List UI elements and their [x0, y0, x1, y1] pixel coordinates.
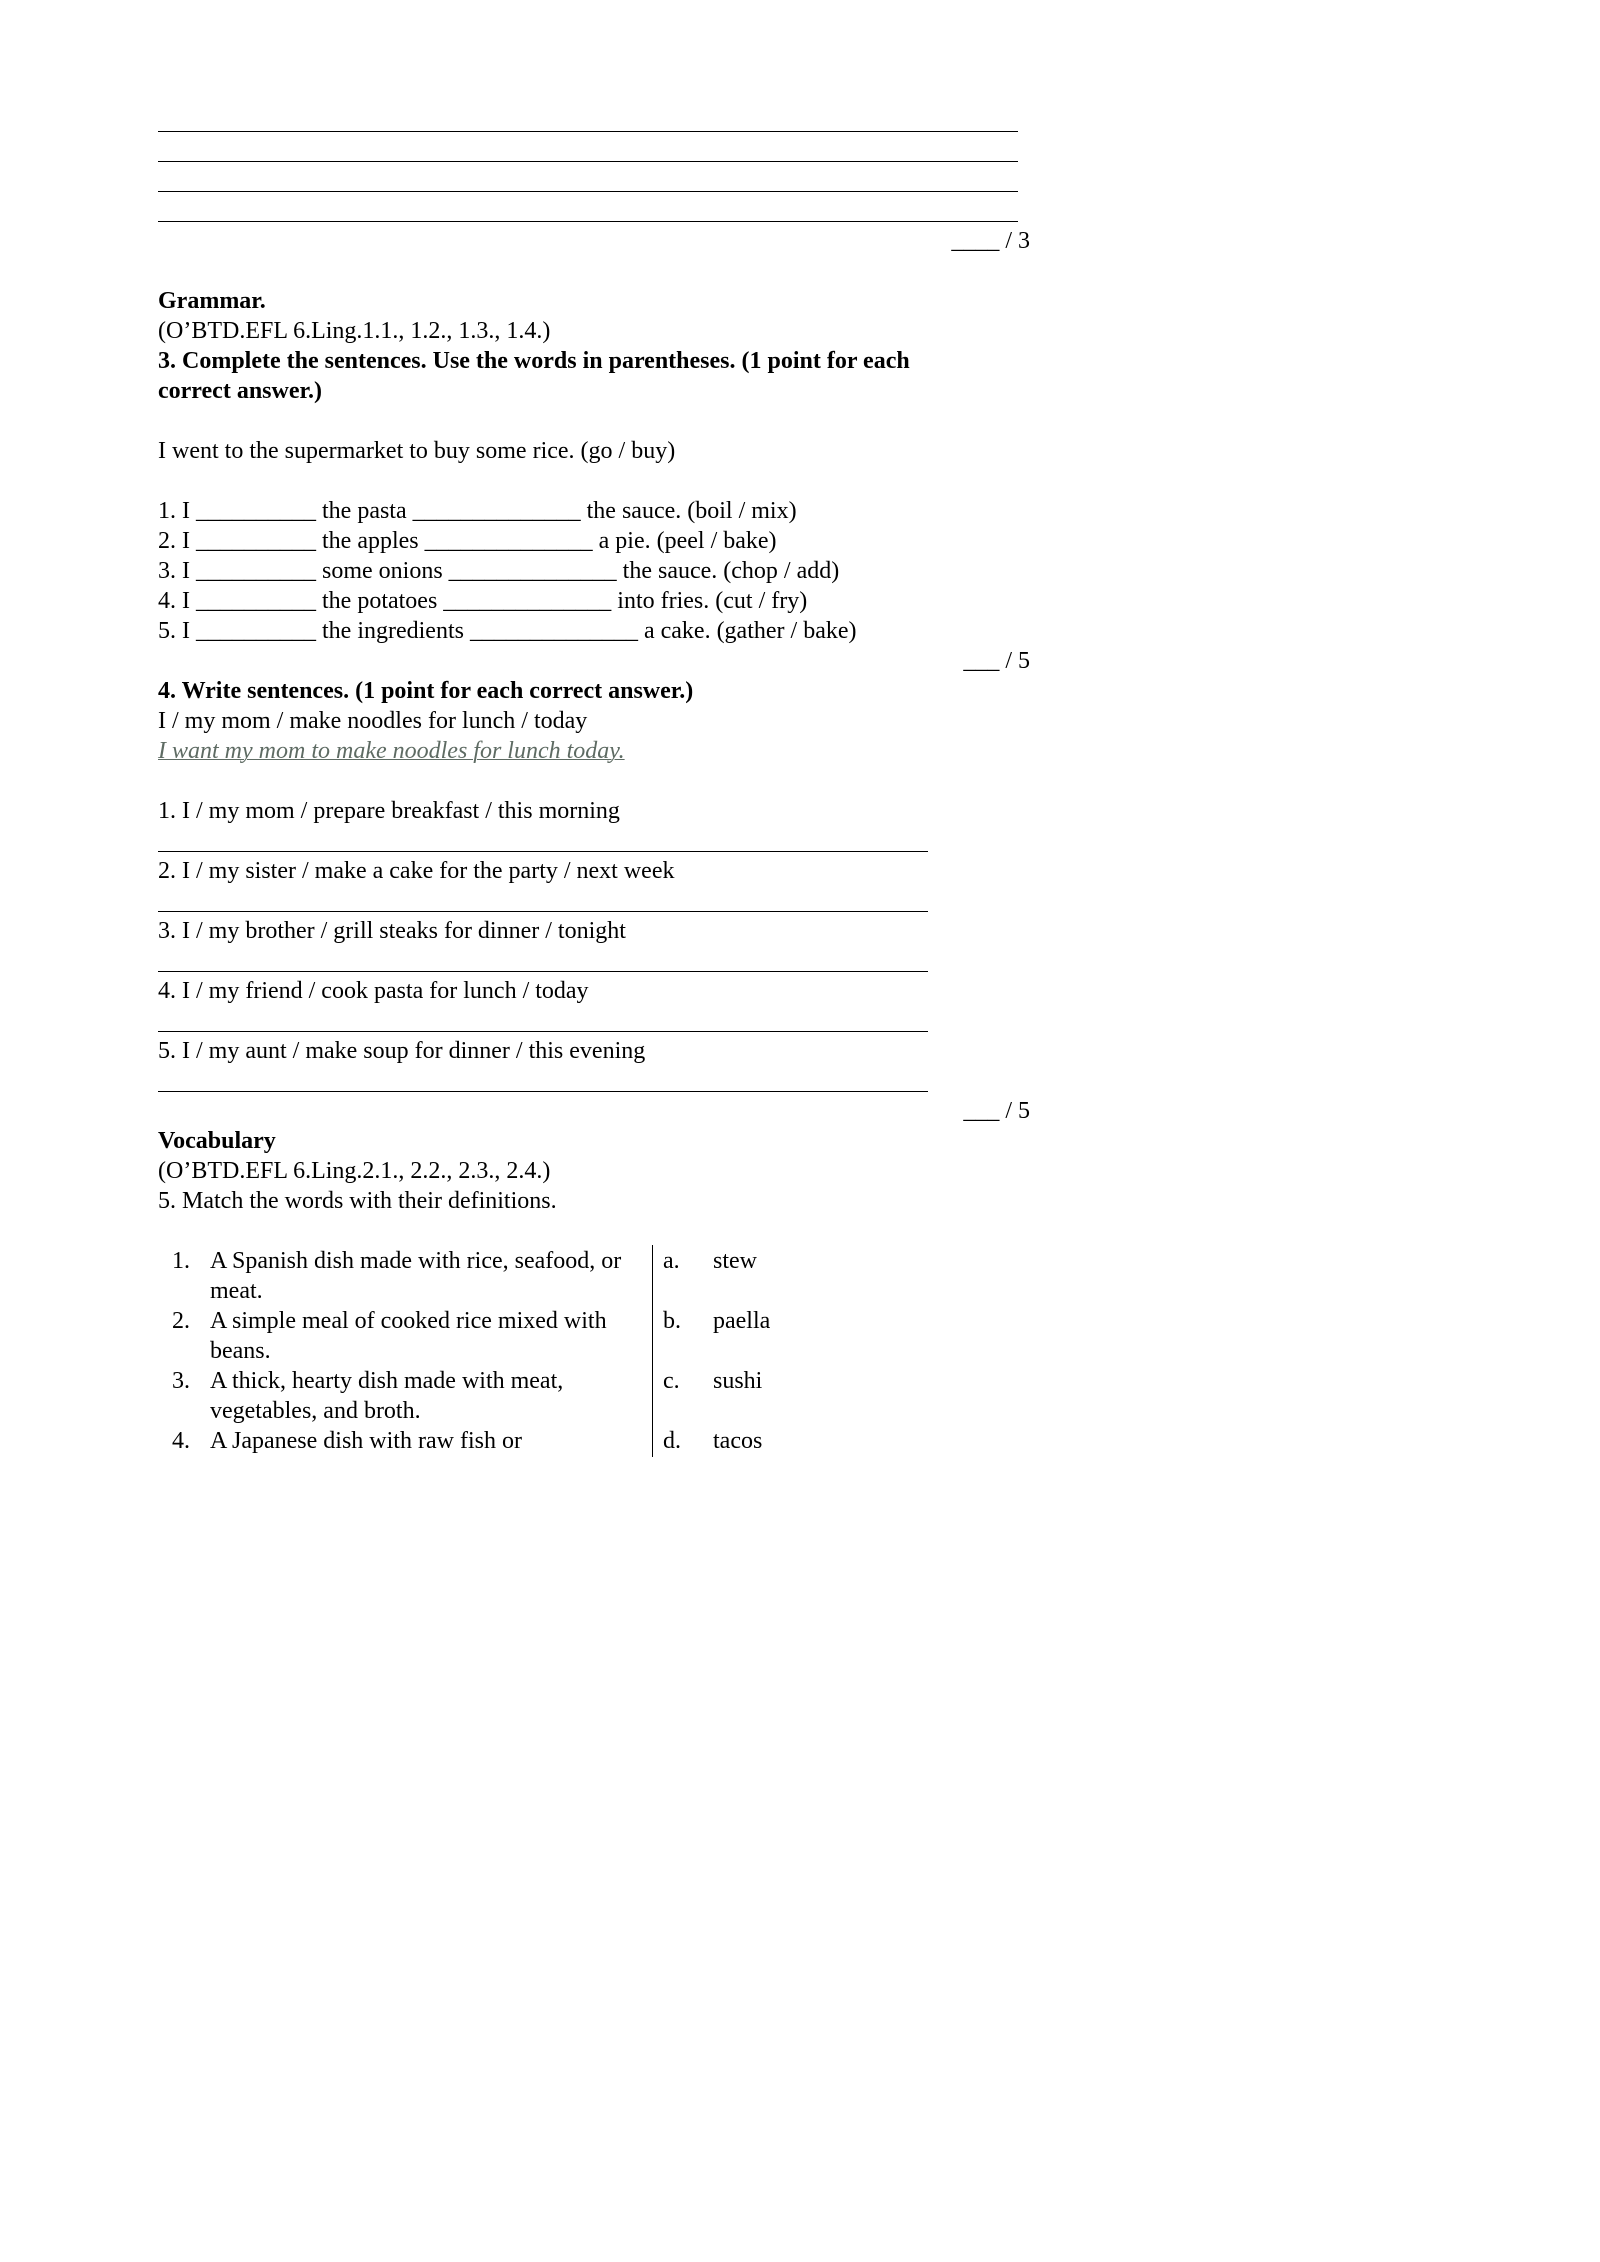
definition-text: A Japanese dish with raw fish or: [210, 1428, 522, 1454]
answer-line[interactable]: [158, 161, 1018, 162]
exercise-5-instruction: 5. Match the words with their definitions.: [158, 1188, 557, 1214]
score-box: ___ / 5: [963, 1098, 1030, 1124]
exercise-3-item[interactable]: 1. I __________ the pasta ______________ the sauce. (boil / mix): [158, 498, 797, 524]
word-letter: b.: [663, 1308, 681, 1334]
answer-line[interactable]: [158, 191, 1018, 192]
match-word: sushi: [713, 1368, 763, 1394]
definition-text: A simple meal of cooked rice mixed with beans.: [210, 1308, 607, 1364]
score-box: ____ / 3: [951, 228, 1030, 254]
vocabulary-code: (O’BTD.EFL 6.Ling.2.1., 2.2., 2.3., 2.4.): [158, 1158, 551, 1184]
answer-line[interactable]: [158, 221, 1018, 222]
exercise-3-item[interactable]: 3. I __________ some onions ______________ the sauce. (chop / add): [158, 558, 840, 584]
word-letter: c.: [663, 1368, 680, 1394]
score-box: ___ / 5: [963, 648, 1030, 674]
exercise-4-instruction: 4. Write sentences. (1 point for each correct answer.): [158, 678, 694, 704]
answer-line[interactable]: [158, 131, 1018, 132]
definition-number: 4.: [172, 1428, 190, 1454]
answer-line[interactable]: [158, 1031, 928, 1032]
exercise-3-instruction-cont: correct answer.): [158, 378, 322, 404]
section-title-grammar: Grammar.: [158, 288, 266, 314]
word-letter: d.: [663, 1428, 681, 1454]
match-word: stew: [713, 1248, 757, 1274]
exercise-4-prompt: 4. I / my friend / cook pasta for lunch / today: [158, 978, 589, 1004]
word-letter: a.: [663, 1248, 680, 1274]
match-word: tacos: [713, 1428, 763, 1454]
definition-number: 3.: [172, 1368, 190, 1394]
definition-number: 2.: [172, 1308, 190, 1334]
section-title-vocabulary: Vocabulary: [158, 1128, 276, 1154]
worksheet-page: [0, 0, 1108, 1568]
definition-text: A Spanish dish made with rice, seafood, or meat.: [210, 1248, 622, 1304]
exercise-4-prompt: 5. I / my aunt / make soup for dinner / this evening: [158, 1038, 646, 1064]
match-word: paella: [713, 1308, 771, 1334]
exercise-3-instruction: 3. Complete the sentences. Use the words in parentheses. (1 point for each: [158, 348, 910, 374]
exercise-4-prompt: 2. I / my sister / make a cake for the party / next week: [158, 858, 675, 884]
answer-line[interactable]: [158, 1091, 928, 1092]
answer-line[interactable]: [158, 911, 928, 912]
definition-number: 1.: [172, 1248, 190, 1274]
exercise-4-example-answer: I want my mom to make noodles for lunch today.: [158, 738, 625, 764]
answer-line[interactable]: [158, 851, 928, 852]
grammar-code: (O’BTD.EFL 6.Ling.1.1., 1.2., 1.3., 1.4.): [158, 318, 551, 344]
exercise-3-item[interactable]: 5. I __________ the ingredients ______________ a cake. (gather / bake): [158, 618, 857, 644]
exercise-4-prompt: 3. I / my brother / grill steaks for dinner / tonight: [158, 918, 626, 944]
exercise-3-example: I went to the supermarket to buy some rice. (go / buy): [158, 438, 676, 464]
table-divider: [652, 1245, 653, 1457]
answer-line[interactable]: [158, 971, 928, 972]
exercise-3-item[interactable]: 2. I __________ the apples ______________ a pie. (peel / bake): [158, 528, 777, 554]
exercise-3-item[interactable]: 4. I __________ the potatoes ______________ into fries. (cut / fry): [158, 588, 808, 614]
definition-text: A thick, hearty dish made with meat, vegetables, and broth.: [210, 1368, 564, 1424]
exercise-4-example-prompt: I / my mom / make noodles for lunch / today: [158, 708, 588, 734]
exercise-4-prompt: 1. I / my mom / prepare breakfast / this morning: [158, 798, 620, 824]
